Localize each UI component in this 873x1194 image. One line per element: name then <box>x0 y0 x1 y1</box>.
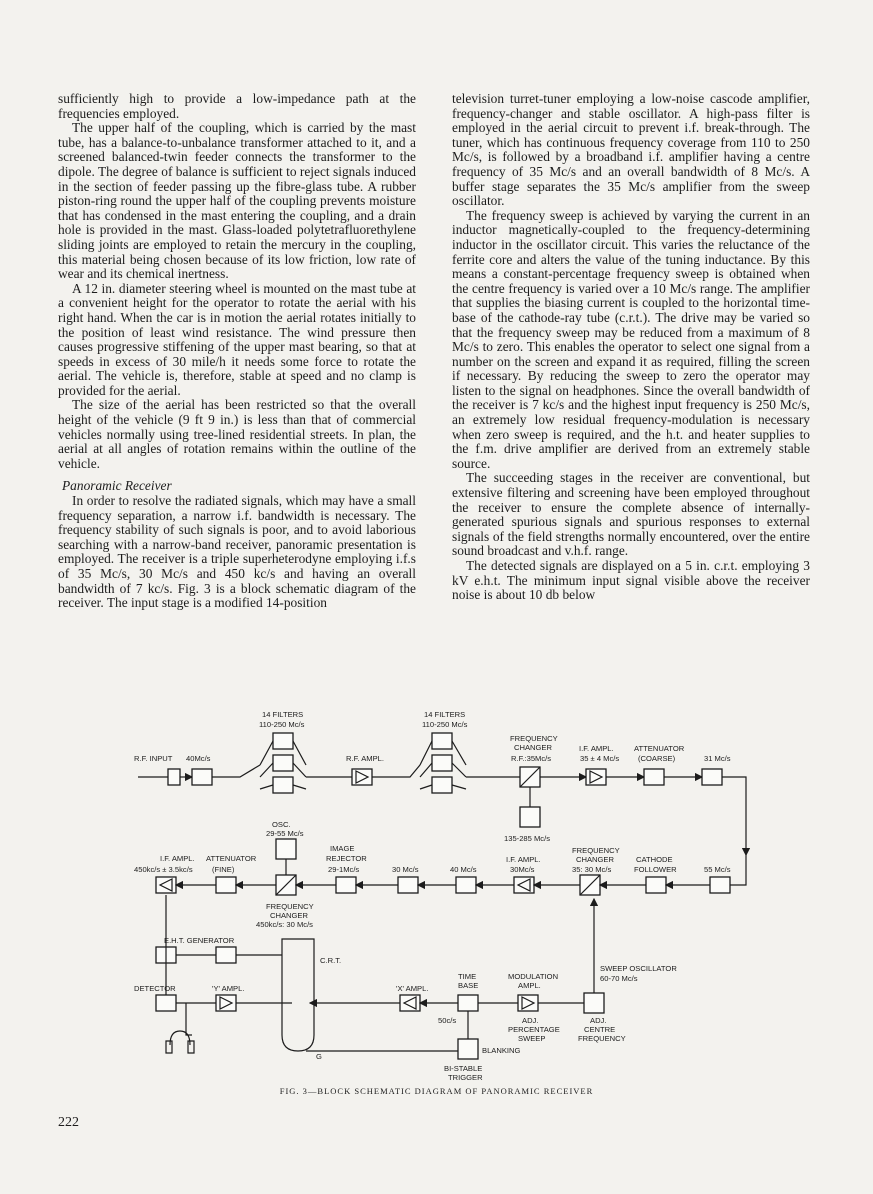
label-if1f: 35 ± 4 Mc/s <box>580 754 620 763</box>
label-rf-ampl: R.F. AMPL. <box>346 754 384 763</box>
label-fc2c: 35: 30 Mc/s <box>572 865 612 874</box>
headphones-icon <box>166 1031 194 1053</box>
label-filters1: 14 FILTERS <box>262 710 304 719</box>
filter-block <box>398 877 418 893</box>
label-fc1c: R.F.:35Mc/s <box>511 754 552 763</box>
rectifier-block <box>216 947 236 963</box>
label-40mcs: 40Mc/s <box>186 754 211 763</box>
label-fc3c: 450kc/s: 30 Mc/s <box>256 920 313 929</box>
cathode-follower-block <box>646 877 666 893</box>
block-schematic-diagram <box>120 705 770 1085</box>
wire <box>186 1003 192 1035</box>
label-30mcs: 30 Mc/s <box>392 865 419 874</box>
label-crt: C.R.T. <box>320 956 342 965</box>
hp-filter-block <box>192 769 212 785</box>
label-adj1c: SWEEP <box>518 1034 546 1043</box>
filter-block <box>432 755 452 771</box>
label-adj1: ADJ. <box>522 1016 539 1025</box>
label-detector: DETECTOR <box>134 984 176 993</box>
label-fc2: FREQUENCY <box>572 846 620 855</box>
label-cf1: CATHODE <box>636 855 673 864</box>
label-fc3: FREQUENCY <box>266 902 314 911</box>
oscillator-block <box>276 839 296 859</box>
label-att1b: (COARSE) <box>638 754 676 763</box>
label-x-ampl: 'X' AMPL. <box>396 984 429 993</box>
label-filters1-range: 110-250 Mc/s <box>259 720 305 729</box>
image-rejector-block <box>336 877 356 893</box>
label-eht: E.H.T. GENERATOR <box>164 936 235 945</box>
filter-block <box>432 777 452 793</box>
label-40mcs-b: 40 Mc/s <box>450 865 477 874</box>
label-att1: ATTENUATOR <box>634 744 685 753</box>
label-filters2-range: 110-250 Mc/s <box>422 720 468 729</box>
attenuator-block <box>644 769 664 785</box>
label-att2: ATTENUATOR <box>206 854 257 863</box>
filter-block <box>273 733 293 749</box>
filter-block <box>432 733 452 749</box>
label-sweep1: SWEEP OSCILLATOR <box>600 964 677 973</box>
label-fc2b: CHANGER <box>576 855 614 864</box>
label-55mcs: 55 Mc/s <box>704 865 731 874</box>
label-if2f: 30Mc/s <box>510 865 535 874</box>
filter-block <box>456 877 476 893</box>
label-osc-f: 29-55 Mc/s <box>266 829 304 838</box>
label-att2b: (FINE) <box>212 865 235 874</box>
filter-block <box>702 769 722 785</box>
label-adj2: ADJ. <box>590 1016 607 1025</box>
label-timebase2: BASE <box>458 981 479 990</box>
paragraph: The detected signals are displayed on a 5 in. c.r.t. employing 3 kV e.h.t. The minimum input signal visible above the receiver noise is about 10 db below <box>452 558 810 603</box>
paragraph: The succeeding stages in the receiver are conventional, but extensive filtering and screening have been employed throughout the receiver to ensure the complete absence of internally-generated spurious signals and spurious responses to external signals of the field strengths normally encountered, over the entire sound broadcast and v.h.f. range. <box>452 470 810 559</box>
label-if3: I.F. AMPL. <box>160 854 195 863</box>
label-osc: OSC. <box>272 820 291 829</box>
label-mod1: MODULATION <box>508 972 559 981</box>
filter-block <box>273 755 293 771</box>
page-number: 222 <box>58 1115 79 1130</box>
label-timebase1: TIME <box>458 972 477 981</box>
label-fc3b: CHANGER <box>270 911 308 920</box>
filter-block <box>710 877 730 893</box>
label-bistable1: BI-STABLE <box>444 1064 483 1073</box>
label-fc1b: CHANGER <box>514 743 552 752</box>
label-cf2: FOLLOWER <box>634 865 677 874</box>
label-sweep2: 60-70 Mc/s <box>600 974 638 983</box>
right-column <box>452 92 810 603</box>
label-if3f: 450kc/s ± 3.5kc/s <box>134 865 193 874</box>
label-img1: IMAGE <box>330 844 355 853</box>
label-31mcs: 31 Mc/s <box>704 754 731 763</box>
left-column <box>58 92 416 611</box>
section-heading: Panoramic Receiver <box>62 478 172 494</box>
label-if1: I.F. AMPL. <box>579 744 614 753</box>
label-blanking: BLANKING <box>482 1046 521 1055</box>
label-img2: REJECTOR <box>326 854 367 863</box>
label-if2: I.F. AMPL. <box>506 855 541 864</box>
bistable-trigger-block <box>458 1039 478 1059</box>
oscillator-block <box>520 807 540 827</box>
label-bistable2: TRIGGER <box>448 1073 483 1082</box>
label-filters2: 14 FILTERS <box>424 710 466 719</box>
label-g: G <box>316 1052 322 1061</box>
label-y-ampl: 'Y' AMPL. <box>212 984 245 993</box>
paragraph: sufficiently high to provide a low-impedance path at the frequencies employed. <box>58 91 416 121</box>
paragraph: The upper half of the coupling, which is carried by the mast tube, has a balance-to-unbalance transformer attached to it, and a screened balanced-twin feeder connects the transformer to the dipole. The degree of balance is sufficient to reject signals induced in the section of feeder passing up the fibre-glass tube. A rubber piston-ring round the upper half of the coupling prevents moisture that has condensed in the mast entering the coupling, and a drain hole is provided in the mast. Glass-loaded polytetrafluorethylene sliding joints are employed to retain the mercury in the coupling, this material being chosen because of its low friction, low rate of wear and its chemical inertness. <box>58 120 416 282</box>
label-img3: 29-1Mc/s <box>328 865 360 874</box>
paragraph: A 12 in. diameter steering wheel is mounted on the mast tube at a convenient height for the operator to rotate the aerial with his right hand. When the car is in motion the aerial rotates initially to the position of least wind resistance. The wind pressure then causes progressive stiffening of the upper mast bearing, so that at speeds in excess of 30 mile/h it needs some force to rotate the aerial. The vehicle is, therefore, stable at speed and no clamp is provided for the aerial. <box>58 280 416 398</box>
label-50cs: 50c/s <box>438 1016 457 1025</box>
paragraph: The frequency sweep is achieved by varying the current in an inductor magnetically-coupled to the frequency-determining inductor in the oscillator circuit. This varies the reluctance of the ferrite core and alters the value of the tuning inductance. By this means a constant-percentage frequency sweep is obtained when the centre frequency is varied over a 10 Mc/s range. The amplifier that supplies the biasing current is coupled to the horizontal time-base of the cathode-ray tube (c.r.t.). The drive may be varied so that the frequency sweep may be reduced from a maximum of 8 Mc/s to zero. This enables the operator to select one signal from a number on the screen and expand it as required, filling the screen if necessary. By reducing the sweep to zero the operator may listen to the signal on headphones. Since the overall bandwidth of the receiver is 7 kc/s and the highest input frequency is 250 Mc/s, an extremely low residual frequency-modulation is necessary when zero sweep is required, and the h.t. and heater supplies to the f.m. drive amplifier are derived from an extremely stable source. <box>452 207 810 471</box>
paragraph: In order to resolve the radiated signals, which may have a small frequency separation, a narrow i.f. bandwidth is necessary. The frequency stability of such signals is poor, and to avoid laborious searching with a narrow-band receiver, panoramic presentation is employed. The receiver is a triple superheterodyne employing i.f.s of 35 Mc/s, 30 Mc/s and 450 kc/s and having an overall bandwidth of 7 kc/s. Fig. 3 is a block schematic diagram of the receiver. The input stage is a modified 14-position <box>58 493 416 611</box>
label-adj2c: FREQUENCY <box>578 1034 626 1043</box>
label-rf-input: R.F. INPUT <box>134 754 173 763</box>
filter-block <box>273 777 293 793</box>
paragraph: television turret-tuner employing a low-noise cascode amplifier, frequency-changer and stable oscillator. A high-pass filter is employed in the aerial circuit to prevent i.f. break-through. The tuner, which has continuous frequency coverage from 110 to 250 Mc/s, is followed by a broadband i.f. amplifier having a centre frequency of 35 Mc/s and an overall bandwidth of 8 Mc/s. A buffer stage separates the 35 Mc/s amplifier from the sweep oscillator. <box>452 91 810 209</box>
label-adj1b: PERCENTAGE <box>508 1025 560 1034</box>
label-mod2: AMPL. <box>518 981 541 990</box>
paragraph: The size of the aerial has been restricted so that the overall height of the vehicle (9 ft 9 in.) is less than that of commercial vehicles normally using tree-lined residential streets. In plan, the aerial at all angles of rotation remains within the outline of the vehicle. <box>58 397 416 471</box>
figure-caption: FIG. 3—BLOCK SCHEMATIC DIAGRAM OF PANORAMIC RECEIVER <box>279 1086 594 1096</box>
attenuator-block <box>216 877 236 893</box>
time-base-block <box>458 995 478 1011</box>
input-connector <box>168 769 180 785</box>
wire <box>722 777 746 855</box>
detector-block <box>156 995 176 1011</box>
label-lo1: 135-285 Mc/s <box>504 834 551 843</box>
label-adj2b: CENTRE <box>584 1025 616 1034</box>
wire <box>730 855 746 885</box>
sweep-oscillator-block <box>584 993 604 1013</box>
crt-tube <box>282 939 314 1051</box>
label-fc1: FREQUENCY <box>510 734 558 743</box>
